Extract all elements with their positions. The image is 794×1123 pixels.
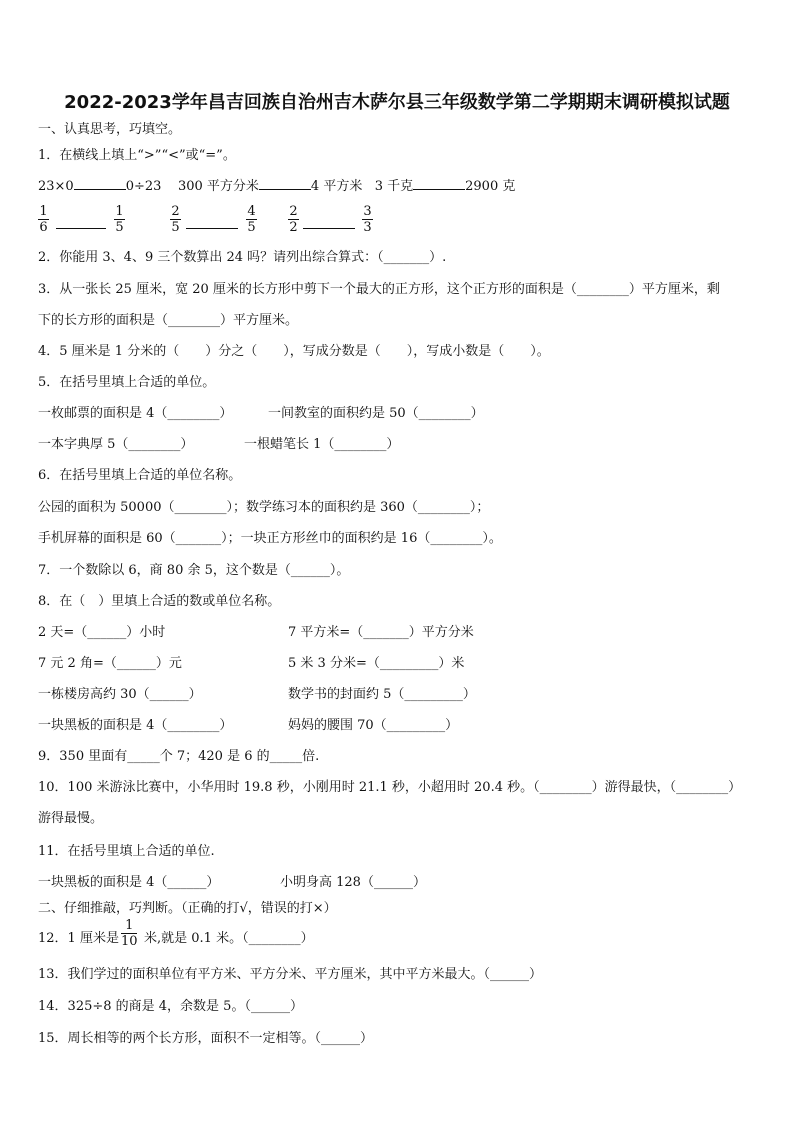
q5-item-dictionary: 一本字典厚 5（________） <box>38 437 194 452</box>
question-2: 2．你能用 3、4、9 三个数算出 24 吗？请列出综合算式：（_______）. <box>38 250 447 265</box>
question-6: 6．在括号里填上合适的单位名称。 <box>38 468 242 483</box>
q1-frac-blank-2[interactable] <box>186 228 238 229</box>
page-title: 2022-2023学年昌吉回族自治州吉木萨尔县三年级数学第二学期期末调研模拟试题 <box>64 92 730 113</box>
question-15: 15．周长相等的两个长方形，面积不一定相等。（______） <box>38 1031 374 1046</box>
question-4: 4．5 厘米是 1 分米的（ ）分之（ ），写成分数是（ ），写成小数是（ ）。 <box>38 344 550 359</box>
q8-item-book-cover: 数学书的封面约 5（_________） <box>288 687 476 702</box>
question-12-pre: 12．1 厘米是 <box>38 931 119 946</box>
q8-item-meters: 5 米 3 分米=（_________）米 <box>288 656 465 671</box>
q1-compare-row <box>38 177 515 196</box>
q1-blank-2[interactable] <box>259 177 311 190</box>
fraction: 4 5 <box>247 204 256 235</box>
q1-blank-1[interactable] <box>74 177 126 190</box>
fraction: 1 6 <box>39 204 48 235</box>
question-11: 11．在括号里填上合适的单位. <box>38 844 215 859</box>
q11-item-height: 小明身高 128（______） <box>280 875 426 890</box>
q8-item-blackboard: 一块黑板的面积是 4（________） <box>38 718 233 733</box>
q1-item-6: 2900 克 <box>465 179 516 194</box>
question-8: 8．在（ ）里填上合适的数或单位名称。 <box>38 594 281 609</box>
q8-item-days: 2 天=（______）小时 <box>38 625 166 640</box>
question-7: 7．一个数除以 6，商 80 余 5，这个数是（______）。 <box>38 563 350 578</box>
q1-blank-3[interactable] <box>413 177 465 190</box>
q5-item-stamp: 一枚邮票的面积是 4（________） <box>38 406 233 421</box>
fraction: 2 2 <box>289 204 298 235</box>
question-13: 13．我们学过的面积单位有平方米、平方分米、平方厘米，其中平方米最大。（______） <box>38 967 543 982</box>
section-2-heading: 二、仔细推敲，巧判断。（正确的打√，错误的打×） <box>38 901 337 916</box>
question-3-line-2: 下的长方形的面积是（________）平方厘米。 <box>38 313 299 328</box>
q6-line-2: 手机屏幕的面积是 60（_______）；一块正方形丝巾的面积约是 16（________）。 <box>38 531 502 546</box>
q1-item-3: 300 平方分米 <box>177 179 259 194</box>
q1-item-5: 3 千克 <box>374 179 414 194</box>
q6-line-1: 公园的面积为 50000（________）；数学练习本的面积约是 360（________）； <box>38 500 490 515</box>
question-10-line-1: 10．100 米游泳比赛中，小华用时 19.8 秒，小刚用时 21.1 秒，小超用时 20.4 秒。（________）游得最快，（________） <box>38 780 742 795</box>
q5-item-crayon: 一根蜡笔长 1（________） <box>244 437 400 452</box>
q11-item-blackboard: 一块黑板的面积是 4（______） <box>38 875 220 890</box>
q8-item-yuan: 7 元 2 角=（______）元 <box>38 656 182 671</box>
question-9: 9．350 里面有_____个 7；420 是 6 的_____倍. <box>38 749 320 764</box>
question-3-line-1: 3．从一张长 25 厘米，宽 20 厘米的长方形中剪下一个最大的正方形，这个正方形的面积是（________）平方厘米，剩 <box>38 282 720 297</box>
question-14: 14．325÷8 的商是 4，余数是 5。（______） <box>38 999 303 1014</box>
q1-item-1: 23×0 <box>38 179 74 194</box>
fraction: 2 5 <box>171 204 180 235</box>
question-12-post: 米,就是 0.1 米。（________） <box>144 931 314 946</box>
q1-frac-blank-3[interactable] <box>303 228 355 229</box>
fraction: 1 5 <box>115 204 124 235</box>
q1-item-2: 0÷23 <box>125 179 162 194</box>
q5-item-classroom: 一间教室的面积约是 50（________） <box>268 406 484 421</box>
q8-item-square-meters: 7 平方米=（_______）平方分米 <box>288 625 474 640</box>
question-10-line-2: 游得最慢。 <box>38 811 104 826</box>
q1-item-4: 4 平方米 <box>310 179 363 194</box>
fraction: 3 3 <box>363 204 372 235</box>
question-1: 1．在横线上填上“>”“<”或“=”。 <box>38 148 236 163</box>
section-1-heading: 一、认真思考，巧填空。 <box>38 122 182 137</box>
q1-frac-blank-1[interactable] <box>56 228 106 229</box>
question-5: 5．在括号里填上合适的单位。 <box>38 375 216 390</box>
q8-item-waist: 妈妈的腰围 70（_________） <box>288 718 459 733</box>
q8-item-building: 一栋楼房高约 30（______） <box>38 687 202 702</box>
fraction: 1 10 <box>121 918 138 949</box>
